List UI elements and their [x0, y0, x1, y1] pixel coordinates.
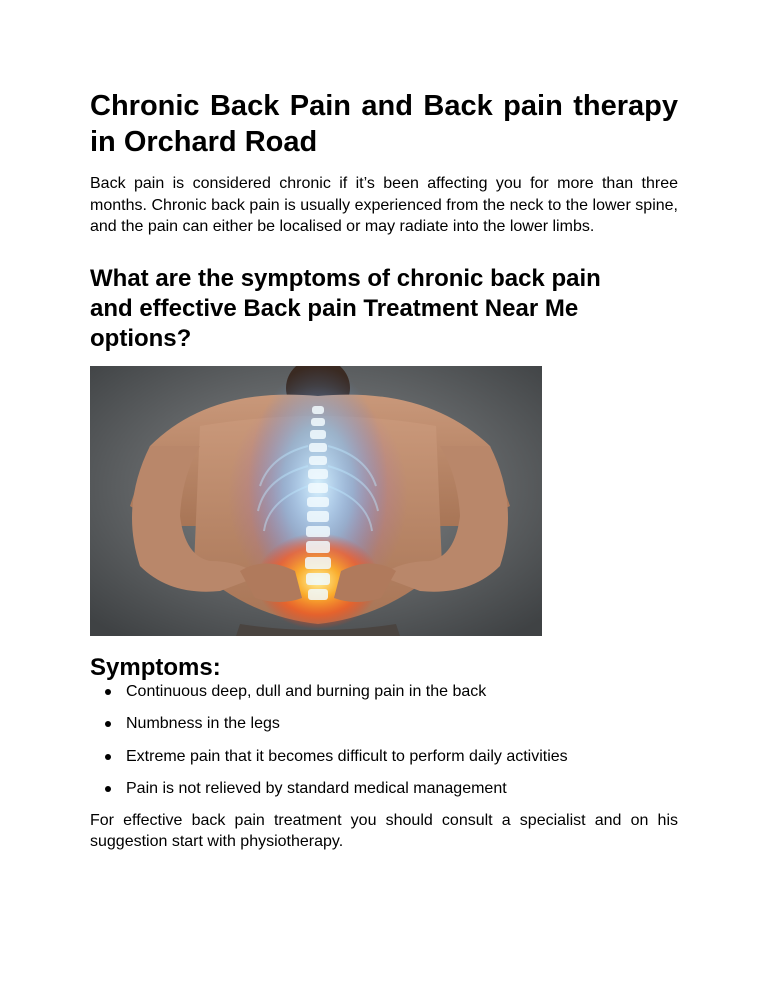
- back-pain-photo: [90, 366, 542, 636]
- symptom-text: Extreme pain that it becomes difficult to perform daily activities: [126, 747, 568, 765]
- document-page: [90, 88, 678, 853]
- symptom-text: Continuous deep, dull and burning pain in the back: [126, 682, 487, 700]
- bullet-icon: [105, 689, 111, 695]
- list-item: [90, 747, 678, 767]
- intro-paragraph: Back pain is considered chronic if it’s been affecting you for more than three months. Chronic back pain is usually experienced from the neck to the lower spine, and the pain can either be localised or may radiate into the lower limbs.: [90, 175, 678, 235]
- page-title: Chronic Back Pain and Back pain therapy in Orchard Road: [90, 90, 678, 158]
- bullet-icon: [105, 721, 111, 727]
- list-item: [90, 682, 678, 702]
- symptom-text: Numbness in the legs: [126, 715, 280, 733]
- symptoms-heading: Symptoms:: [90, 653, 221, 681]
- list-item: [90, 779, 678, 799]
- bullet-icon: [105, 786, 111, 792]
- list-item: [90, 714, 678, 734]
- symptom-text: Pain is not relieved by standard medical management: [126, 780, 507, 798]
- closing-paragraph: For effective back pain treatment you should consult a specialist and on his suggestion start with physiotherapy.: [90, 811, 678, 851]
- symptoms-list: [90, 682, 678, 800]
- bullet-icon: [105, 754, 111, 760]
- section-heading: What are the symptoms of chronic back pain and effective Back pain Treatment Near Me options?: [90, 264, 601, 352]
